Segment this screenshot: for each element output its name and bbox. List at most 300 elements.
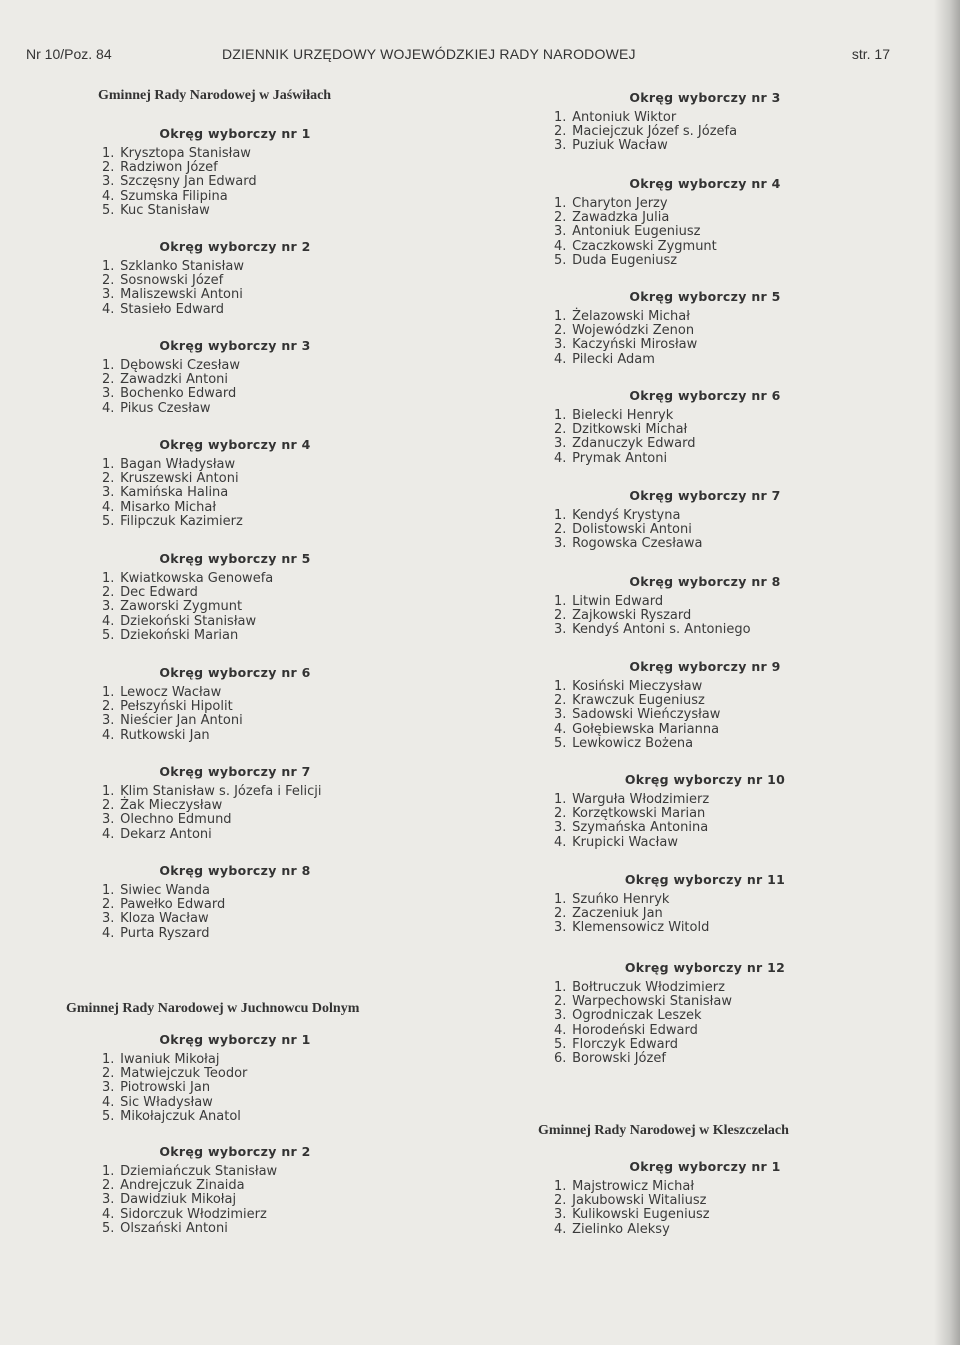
candidate-item: [102, 600, 470, 614]
candidate-number: 3.: [102, 174, 115, 190]
candidate-name: Czaczkowski Zygmunt: [572, 238, 717, 254]
candidate-item: [102, 700, 470, 714]
candidate-number: 1.: [102, 883, 115, 898]
okreg-title: Okręg wyborczy nr 4: [629, 176, 781, 191]
candidate-number: 1.: [102, 358, 115, 373]
candidate-item: [102, 1053, 470, 1067]
candidate-name: Purta Ryszard: [120, 925, 210, 941]
candidate-item: [102, 572, 470, 586]
candidate-name: Pilecki Adam: [572, 351, 655, 367]
candidate-item: [554, 111, 940, 125]
candidate-name: Iwaniuk Mikołaj: [120, 1052, 220, 1067]
candidate-item: [102, 458, 470, 472]
candidate-item: [102, 912, 470, 926]
candidate-name: Szczęsny Jan Edward: [120, 174, 257, 190]
candidate-number: 2.: [102, 798, 115, 814]
candidate-number: 3.: [102, 599, 115, 615]
candidate-list: [470, 409, 940, 466]
candidate-number: 4.: [102, 1206, 115, 1222]
okreg-section: [470, 659, 940, 751]
candidate-number: 2.: [102, 273, 115, 289]
candidate-name: Andrejczuk Zinaida: [120, 1178, 245, 1194]
candidate-item: [102, 472, 470, 486]
candidate-number: 1.: [554, 594, 567, 609]
candidate-item: [554, 1223, 940, 1237]
candidate-number: 2.: [102, 699, 115, 715]
candidate-item: [554, 324, 940, 338]
candidate-number: 5.: [102, 1220, 115, 1236]
candidate-number: 4.: [554, 351, 567, 367]
candidate-item: [554, 1194, 940, 1208]
candidate-item: [554, 737, 940, 751]
candidate-item: [554, 623, 940, 637]
candidate-list: [0, 458, 470, 529]
candidate-item: [102, 799, 470, 813]
okreg-section: [470, 1159, 940, 1237]
okreg-title: Okręg wyborczy nr 6: [629, 388, 781, 403]
okreg-section: [0, 338, 470, 416]
candidate-item: [102, 373, 470, 387]
candidate-number: 2.: [554, 906, 567, 922]
candidate-item: [554, 211, 940, 225]
candidate-number: 5.: [554, 252, 567, 268]
candidate-name: Szumska Filipina: [120, 188, 228, 204]
candidate-number: 4.: [554, 1221, 567, 1237]
candidate-item: [554, 537, 940, 551]
candidate-name: Bołtruczuk Włodzimierz: [572, 980, 725, 995]
candidate-number: 1.: [554, 679, 567, 694]
okreg-title: Okręg wyborczy nr 2: [159, 239, 311, 254]
candidate-number: 4.: [102, 188, 115, 204]
okreg-title: Okręg wyborczy nr 3: [629, 90, 781, 105]
candidate-name: Majstrowicz Michał: [572, 1179, 695, 1194]
candidate-item: [554, 125, 940, 139]
okreg-title: Okręg wyborczy nr 11: [624, 872, 786, 887]
gmina-title: Gminnej Rady Narodowej w Jaświłach: [98, 88, 332, 103]
candidate-item: [554, 310, 940, 324]
candidate-number: 5.: [102, 202, 115, 218]
candidate-item: [554, 995, 940, 1009]
candidate-item: [102, 1067, 470, 1081]
candidate-name: Lewkowicz Bożena: [572, 735, 694, 751]
candidate-list: [470, 893, 940, 936]
candidate-item: [102, 615, 470, 629]
candidate-name: Krawczuk Eugeniusz: [572, 693, 705, 709]
candidate-name: Maciejczuk Józef s. Józefa: [572, 124, 738, 140]
candidate-name: Kwiatkowska Genowefa: [120, 571, 274, 586]
okreg-title: Okręg wyborczy nr 7: [159, 764, 311, 779]
candidate-list: [470, 310, 940, 367]
candidate-name: Dziekoński Stanisław: [120, 613, 257, 629]
candidate-name: Kendyś Krystyna: [572, 508, 681, 523]
candidate-number: 2.: [554, 323, 567, 339]
candidate-item: [554, 921, 940, 935]
candidate-number: 2.: [102, 372, 115, 388]
okreg-section: [470, 872, 940, 936]
candidate-name: Mikołajczuk Anatol: [120, 1108, 241, 1124]
candidate-item: [554, 423, 940, 437]
candidate-item: [554, 836, 940, 850]
candidate-number: 3.: [102, 386, 115, 402]
candidate-item: [102, 1110, 470, 1124]
candidate-name: Maliszewski Antoni: [120, 287, 243, 303]
candidate-name: Kamińska Halina: [120, 485, 229, 501]
candidate-name: Misarko Michał: [120, 499, 217, 515]
candidate-name: Pikus Czesław: [120, 400, 211, 416]
candidate-name: Nieścier Jan Antoni: [120, 713, 243, 729]
candidate-number: 2.: [554, 124, 567, 140]
candidate-item: [554, 981, 940, 995]
candidate-name: Zajkowski Ryszard: [572, 608, 692, 624]
candidate-item: [102, 1208, 470, 1222]
okreg-section: [0, 1144, 470, 1236]
candidate-name: Litwin Edward: [572, 594, 664, 609]
candidate-name: Lewocz Wacław: [120, 685, 222, 700]
candidate-item: [554, 694, 940, 708]
okreg-title: Okręg wyborczy nr 4: [159, 437, 311, 452]
okreg-title: Okręg wyborczy nr 2: [159, 1144, 311, 1159]
candidate-item: [102, 303, 470, 317]
okreg-section: [0, 437, 470, 529]
candidate-name: Klim Stanisław s. Józefa i Felicji: [120, 784, 322, 799]
candidate-number: 1.: [102, 784, 115, 799]
candidate-name: Sadowski Wieńczysław: [572, 707, 721, 723]
candidate-name: Zaczeniuk Jan: [572, 906, 663, 922]
candidate-name: Kruszewski Antoni: [120, 471, 239, 487]
candidate-number: 5.: [102, 1108, 115, 1124]
candidate-item: [102, 204, 470, 218]
candidate-item: [102, 147, 470, 161]
candidate-number: 3.: [102, 287, 115, 303]
candidate-name: Antoniuk Eugeniusz: [572, 224, 701, 240]
candidate-number: 2.: [554, 1193, 567, 1209]
candidate-number: 1.: [102, 1052, 115, 1067]
candidate-list: [0, 572, 470, 643]
candidate-number: 2.: [554, 608, 567, 624]
candidate-item: [102, 586, 470, 600]
candidate-name: Gołębiewska Marianna: [572, 721, 720, 737]
okreg-section: [470, 574, 940, 638]
candidate-number: 2.: [554, 994, 567, 1010]
okreg-section: [470, 960, 940, 1066]
candidate-number: 3.: [102, 713, 115, 729]
candidate-name: Żelazowski Michał: [572, 309, 690, 324]
candidate-number: 1.: [102, 259, 115, 274]
candidate-number: 1.: [554, 408, 567, 423]
candidate-name: Dziekoński Marian: [120, 627, 239, 643]
candidate-item: [102, 1222, 470, 1236]
candidate-name: Dec Edward: [120, 585, 198, 601]
candidate-item: [554, 821, 940, 835]
candidate-item: [102, 515, 470, 529]
candidate-name: Horodeński Edward: [572, 1022, 698, 1038]
candidate-name: Pawełko Edward: [120, 897, 226, 913]
okreg-title: Okręg wyborczy nr 3: [159, 338, 311, 353]
candidate-name: Wojewódzki Zenon: [572, 323, 695, 339]
candidate-item: [554, 793, 940, 807]
candidate-name: Warpechowski Stanisław: [572, 994, 732, 1010]
okreg-title: Okręg wyborczy nr 12: [624, 960, 786, 975]
candidate-number: 1.: [554, 1179, 567, 1194]
candidate-name: Zielinko Aleksy: [572, 1221, 670, 1237]
candidate-number: 3.: [554, 820, 567, 836]
candidate-item: [102, 402, 470, 416]
candidate-item: [102, 359, 470, 373]
candidate-name: Dziemiańczuk Stanisław: [120, 1164, 278, 1179]
candidate-item: [102, 175, 470, 189]
candidate-name: Bagan Władysław: [120, 457, 236, 472]
candidate-list: [470, 1180, 940, 1237]
candidate-number: 2.: [102, 160, 115, 176]
candidate-list: [0, 147, 470, 218]
candidate-name: Charyton Jerzy: [572, 196, 668, 211]
candidate-number: 3.: [102, 1192, 115, 1208]
candidate-name: Ogrodniczak Leszek: [572, 1008, 702, 1024]
candidate-number: 3.: [554, 920, 567, 936]
candidate-number: 2.: [554, 422, 567, 438]
candidate-item: [554, 437, 940, 451]
candidate-name: Dzitkowski Michał: [572, 422, 688, 438]
okreg-title: Okręg wyborczy nr 1: [159, 1032, 311, 1047]
candidate-name: Szymańska Antonina: [572, 820, 709, 836]
candidate-item: [102, 1081, 470, 1095]
candidate-list: [0, 686, 470, 743]
candidate-number: 4.: [554, 1022, 567, 1038]
candidate-name: Dawidziuk Mikołaj: [120, 1192, 237, 1208]
okreg-section: [0, 1032, 470, 1124]
candidate-item: [554, 240, 940, 254]
okreg-title: Okręg wyborczy nr 9: [629, 659, 781, 674]
gmina-title: Gminnej Rady Narodowej w Juchnowcu Dolnym: [66, 1001, 360, 1016]
gmina-title: Gminnej Rady Narodowej w Kleszczelach: [538, 1123, 789, 1138]
candidate-name: Jakubowski Witaliusz: [572, 1193, 707, 1209]
okreg-title: Okręg wyborczy nr 5: [159, 551, 311, 566]
candidate-name: Olszański Antoni: [120, 1220, 228, 1236]
okreg-section: [470, 388, 940, 466]
candidate-name: Dolistowski Antoni: [572, 522, 692, 538]
candidate-number: 3.: [102, 1080, 115, 1096]
candidate-number: 2.: [554, 522, 567, 538]
candidate-number: 5.: [554, 735, 567, 751]
candidate-number: 1.: [554, 792, 567, 807]
candidate-number: 1.: [554, 892, 567, 907]
candidate-number: 1.: [102, 685, 115, 700]
candidate-name: Bochenko Edward: [120, 386, 237, 402]
candidate-number: 3.: [554, 337, 567, 353]
candidate-name: Klemensowicz Witold: [572, 920, 710, 936]
okreg-section: [470, 772, 940, 850]
candidate-item: [554, 338, 940, 352]
candidate-item: [554, 595, 940, 609]
candidate-list: [470, 595, 940, 638]
candidate-number: 3.: [102, 485, 115, 501]
candidate-item: [554, 1024, 940, 1038]
candidate-name: Florczyk Edward: [572, 1036, 679, 1052]
candidate-name: Stasieło Edward: [120, 301, 225, 317]
candidate-item: [554, 907, 940, 921]
candidate-number: 2.: [554, 693, 567, 709]
candidate-list: [0, 785, 470, 842]
candidate-number: 1.: [102, 1164, 115, 1179]
candidate-number: 4.: [554, 450, 567, 466]
candidate-name: Rutkowski Jan: [120, 727, 210, 743]
candidate-item: [102, 288, 470, 302]
candidate-list: [470, 197, 940, 268]
candidate-item: [554, 254, 940, 268]
candidate-number: 1.: [554, 196, 567, 211]
candidate-number: 1.: [102, 146, 115, 161]
candidate-name: Sic Władysław: [120, 1094, 213, 1110]
candidate-name: Duda Eugeniusz: [572, 252, 678, 268]
candidate-number: 3.: [554, 436, 567, 452]
candidate-number: 3.: [554, 707, 567, 723]
candidate-name: Sosnowski Józef: [120, 273, 224, 289]
candidate-number: 2.: [554, 210, 567, 226]
candidate-item: [554, 609, 940, 623]
candidate-item: [102, 629, 470, 643]
candidate-name: Pełszyński Hipolit: [120, 699, 233, 715]
candidate-number: 2.: [102, 471, 115, 487]
candidate-item: [554, 523, 940, 537]
candidate-number: 3.: [102, 812, 115, 828]
candidate-name: Kosiński Mieczysław: [572, 679, 703, 694]
candidate-name: Matwiejczuk Teodor: [120, 1066, 248, 1082]
candidate-name: Kuc Stanisław: [120, 202, 210, 218]
gmina-heading: [0, 1001, 470, 1017]
candidate-item: [102, 190, 470, 204]
candidate-number: 2.: [102, 897, 115, 913]
candidate-item: [102, 501, 470, 515]
candidate-number: 4.: [102, 499, 115, 515]
candidate-item: [102, 274, 470, 288]
candidate-number: 6.: [554, 1051, 567, 1067]
okreg-title: Okręg wyborczy nr 1: [629, 1159, 781, 1174]
candidate-number: 4.: [554, 721, 567, 737]
candidate-item: [102, 1193, 470, 1207]
candidate-item: [102, 686, 470, 700]
candidate-name: Kaczyński Mirosław: [572, 337, 698, 353]
candidate-name: Borowski Józef: [572, 1051, 666, 1067]
candidate-number: 3.: [554, 138, 567, 154]
candidate-number: 4.: [102, 925, 115, 941]
candidate-name: Krupicki Wacław: [572, 834, 678, 850]
okreg-title: Okręg wyborczy nr 10: [624, 772, 786, 787]
candidate-number: 3.: [554, 536, 567, 552]
okreg-title: Okręg wyborczy nr 1: [159, 126, 311, 141]
candidate-number: 3.: [102, 911, 115, 927]
issue-number: Nr 10/Poz. 84: [26, 46, 112, 62]
candidate-item: [102, 387, 470, 401]
candidate-name: Olechno Edmund: [120, 812, 232, 828]
candidate-list: [0, 260, 470, 317]
okreg-section: [0, 239, 470, 317]
candidate-item: [554, 723, 940, 737]
candidate-name: Kloza Wacław: [120, 911, 209, 927]
okreg-title: Okręg wyborczy nr 8: [629, 574, 781, 589]
candidate-list: [470, 680, 940, 751]
candidate-item: [554, 139, 940, 153]
gmina-heading: [470, 1123, 940, 1139]
okreg-section: [470, 488, 940, 552]
okreg-section: [0, 551, 470, 643]
candidate-number: 4.: [102, 727, 115, 743]
candidate-name: Sidorczuk Włodzimierz: [120, 1206, 267, 1222]
candidate-list: [0, 884, 470, 941]
candidate-item: [554, 452, 940, 466]
candidate-name: Kulikowski Eugeniusz: [572, 1207, 710, 1223]
candidate-list: [470, 111, 940, 154]
candidate-item: [554, 1038, 940, 1052]
candidate-name: Piotrowski Jan: [120, 1080, 211, 1096]
candidate-number: 1.: [554, 110, 567, 125]
candidate-name: Krysztopa Stanisław: [120, 146, 251, 161]
okreg-section: [470, 176, 940, 268]
candidate-name: Puziuk Wacław: [572, 138, 668, 154]
candidate-item: [554, 509, 940, 523]
candidate-number: 5.: [102, 513, 115, 529]
candidate-item: [554, 225, 940, 239]
candidate-list: [0, 1053, 470, 1124]
okreg-section: [0, 863, 470, 941]
candidate-name: Siwiec Wanda: [120, 883, 210, 898]
candidate-number: 4.: [102, 301, 115, 317]
candidate-number: 4.: [554, 238, 567, 254]
candidate-number: 1.: [102, 457, 115, 472]
candidate-item: [554, 1180, 940, 1194]
gmina-heading: [0, 88, 470, 104]
candidate-item: [554, 807, 940, 821]
okreg-title: Okręg wyborczy nr 8: [159, 863, 311, 878]
candidate-number: 2.: [554, 806, 567, 822]
candidate-number: 3.: [554, 1207, 567, 1223]
candidate-number: 2.: [102, 585, 115, 601]
candidate-number: 4.: [102, 400, 115, 416]
candidate-item: [102, 884, 470, 898]
okreg-title: Okręg wyborczy nr 5: [629, 289, 781, 304]
candidate-list: [0, 1165, 470, 1236]
candidate-name: Warguła Włodzimierz: [572, 792, 710, 807]
candidate-item: [102, 1096, 470, 1110]
candidate-item: [554, 409, 940, 423]
candidate-item: [102, 161, 470, 175]
candidate-item: [102, 813, 470, 827]
candidate-name: Żak Mieczysław: [120, 798, 223, 814]
candidate-item: [554, 1052, 940, 1066]
candidate-number: 1.: [554, 309, 567, 324]
candidate-item: [102, 714, 470, 728]
candidate-item: [554, 197, 940, 211]
candidate-number: 4.: [554, 834, 567, 850]
candidate-number: 1.: [102, 571, 115, 586]
okreg-section: [0, 126, 470, 218]
candidate-name: Szuńko Henryk: [572, 892, 670, 907]
candidate-list: [0, 359, 470, 416]
okreg-section: [0, 764, 470, 842]
page-number: str. 17: [851, 46, 890, 62]
okreg-section: [470, 289, 940, 367]
candidate-list: [470, 509, 940, 552]
candidate-item: [102, 1165, 470, 1179]
okreg-section: [0, 665, 470, 743]
candidate-number: 1.: [554, 508, 567, 523]
candidate-name: Bielecki Henryk: [572, 408, 674, 423]
candidate-name: Antoniuk Wiktor: [572, 110, 677, 125]
okreg-title: Okręg wyborczy nr 7: [629, 488, 781, 503]
candidate-item: [554, 1208, 940, 1222]
page-header: [26, 46, 890, 66]
candidate-item: [102, 1179, 470, 1193]
candidate-name: Szklanko Stanisław: [120, 259, 244, 274]
